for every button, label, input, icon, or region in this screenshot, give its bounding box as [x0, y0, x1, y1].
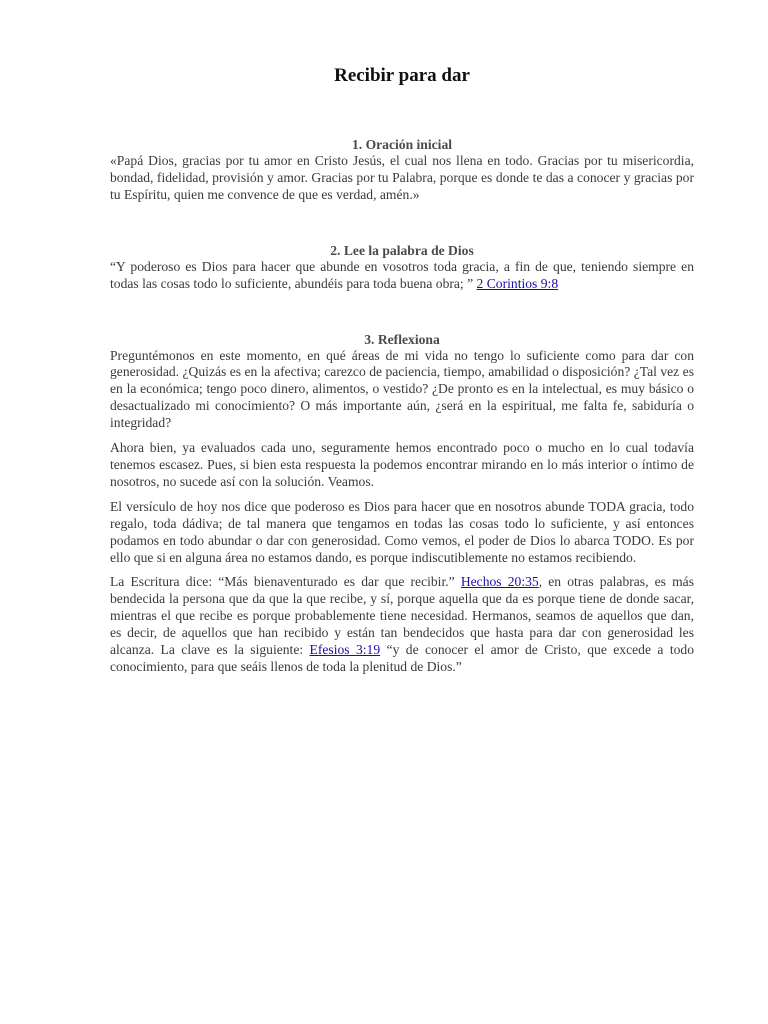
section-heading: 3. Reflexiona: [364, 331, 440, 347]
paragraph-text: “Y poderoso es Dios para hacer que abunde en vosotros toda gracia, a fin de que, teniendo siempre en todas las cosas todo lo suficiente, abundéis para toda buena obra; ”: [110, 258, 694, 291]
paragraph: [110, 259, 694, 293]
section-reflexiona: [110, 331, 694, 676]
paragraph-text: La Escritura dice: “Más bienaventurado es dar que recibir.”: [110, 574, 461, 590]
section-heading: 1. Oración inicial: [351, 137, 453, 152]
scripture-link-2-corintios[interactable]: 2 Corintios 9:8: [476, 275, 559, 291]
paragraph-text: “y de conocer el amor de Cristo, que excede a todo conocimiento, para que seáis llenos de toda la plenitud de Dios.”: [110, 642, 694, 674]
paragraph: «Papá Dios, gracias por tu amor en Cristo Jesús, el cual nos llena en todo. Gracias por tu misericordia, bondad, fidelidad, provisión y amor. Gracias por tu Palabra, porque es donde te das a conocer y gracias por tu Espíritu, quien me convence de que es verdad, amén.»: [110, 153, 694, 202]
section-lee-la-palabra: [110, 242, 694, 293]
paragraph: Preguntémonos en este momento, en qué áreas de mi vida no tengo lo suficiente como para dar con generosidad. ¿Quizás es en la afectiva; carezco de paciencia, tiempo, amabilidad o disposición? ¿Tal vez es en la económica; tengo poco dinero, alimentos, o vestido? ¿De pronto es en la intelectual, es muy básico o desactualizado mi conocimiento? O más importante aún, ¿será en la espiritual, me falta fe, sabiduría o integridad?: [110, 347, 694, 431]
paragraph: Ahora bien, ya evaluados cada uno, seguramente hemos encontrado poco o mucho en lo cual todavía tenemos escasez. Pues, si bien esta respuesta la podemos encontrar mirando en lo más interior o íntimo de nosotros, no sucede así con la solución. Veamos.: [110, 440, 694, 489]
document-title: Recibir para dar: [334, 65, 470, 86]
paragraph-text: , en otras palabras, es más bendecida la persona que da que la que recibe, y sí, porque aquella que da es porque tiene de donde sacar, mientras el que recibe es porque probablemente tiene necesidad. Hermanos, seamos de aquellos que dan, es decir, de aquellos que han recibido y están tan bendecidos que hasta para dar con generosidad les alcanza. La clave es la siguiente:: [110, 574, 695, 658]
scripture-link-efesios[interactable]: Efesios 3:19: [309, 642, 381, 658]
scripture-link-hechos[interactable]: Hechos 20:35: [460, 574, 539, 590]
paragraph: El versículo de hoy nos dice que poderoso es Dios para hacer que en nosotros abunde TODA gracia, todo regalo, toda dádiva; de tal manera que tengamos en todas las cosas todo lo suficiente, y así entonces podamos en todo abundar o dar con generosidad. Como vemos, el poder de Dios lo abarca TODO. Es por ello que si en alguna área no estamos dando, es porque indiscutiblemente no estamos recibiendo.: [110, 498, 694, 565]
section-oracion-inicial: [110, 136, 694, 204]
document-body: [110, 62, 694, 676]
paragraph: [110, 574, 694, 675]
section-heading: 2. Lee la palabra de Dios: [330, 242, 474, 258]
